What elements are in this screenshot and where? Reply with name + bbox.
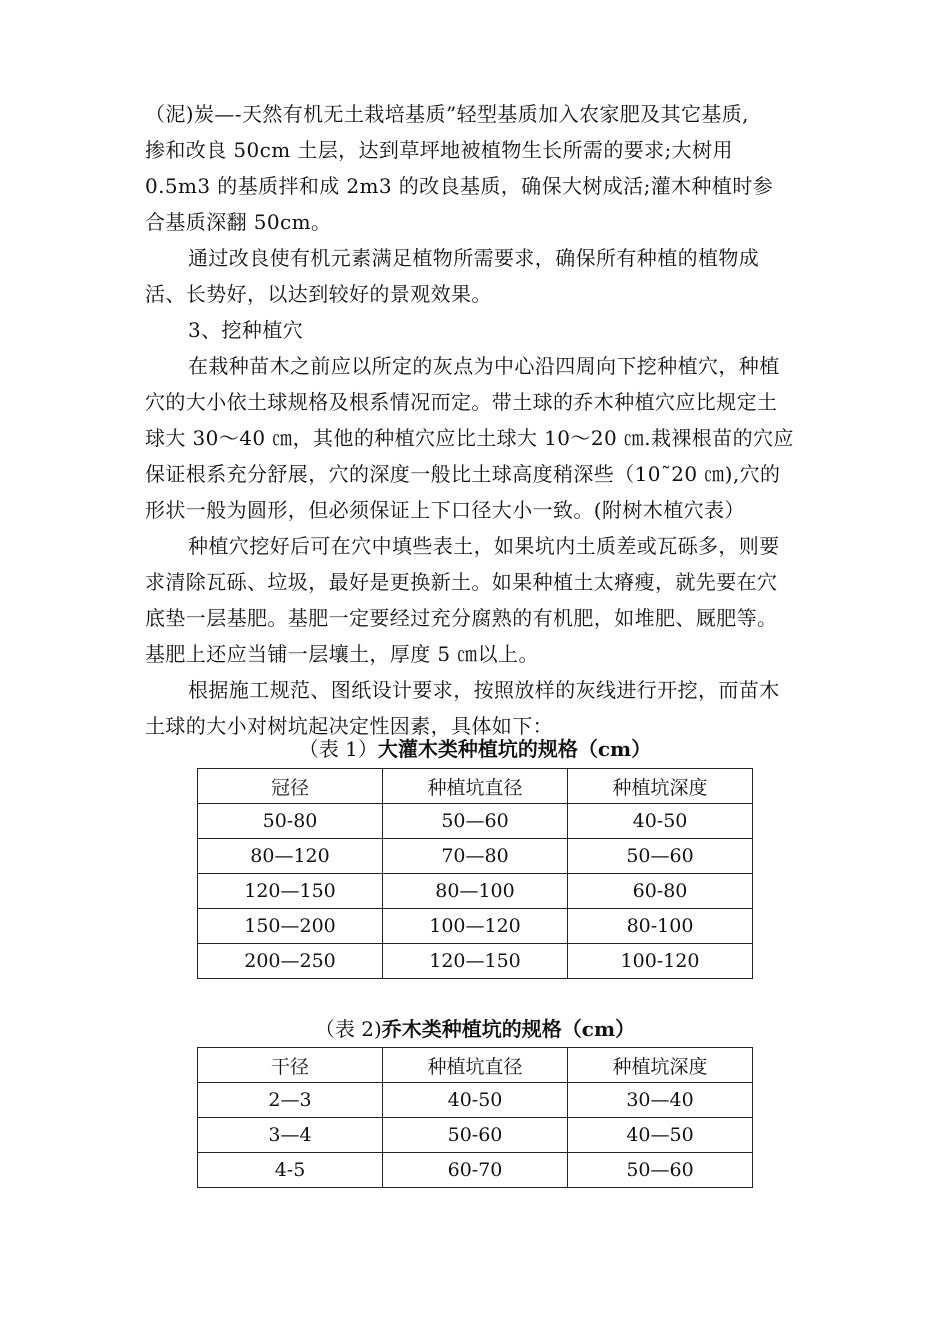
paragraph-line: 种植穴挖好后可在穴中填些表土，如果坑内土质差或瓦砾多，则要 [188,534,780,558]
paragraph-line: 根据施工规范、图纸设计要求，按照放样的灰线进行开挖，而苗木 [188,678,780,702]
table2-caption-title: 乔木类种植坑的规格（cm） [381,1017,636,1041]
table-header-cell: 种植坑直径 [383,769,568,804]
table-cell: 120—150 [198,874,383,909]
table-header-cell: 干径 [198,1048,383,1083]
table-cell: 70—80 [383,839,568,874]
table-header-cell: 种植坑深度 [568,1048,753,1083]
paragraph-line: 保证根系充分舒展，穴的深度一般比土球高度稍深些（10˜20 ㎝),穴的 [145,462,781,486]
table2-caption [0,1014,950,1044]
table-cell: 40-50 [383,1083,568,1118]
table1-caption-title: 大灌木类种植坑的规格（cm） [377,737,652,761]
table-row [198,804,753,839]
paragraph-line: 底垫一层基肥。基肥一定要经过充分腐熟的有机肥，如堆肥、厩肥等。 [145,606,778,630]
table-cell: 150—200 [198,909,383,944]
section-heading: 3、挖种植穴 [188,318,304,342]
paragraph-line: 基肥上还应当铺一层壤土，厚度 5 ㎝以上。 [145,642,539,666]
paragraph-line: 土球的大小对树坑起决定性因素，具体如下： [145,714,553,738]
table-cell: 2—3 [198,1083,383,1118]
paragraph-line: 形状一般为圆形，但必须保证上下口径大小一致。(附树木植穴表） [145,498,745,522]
table-cell: 80—120 [198,839,383,874]
paragraph-line: 穴的大小依土球规格及根系情况而定。带土球的乔木种植穴应比规定土 [145,390,778,414]
table-cell: 100-120 [568,944,753,979]
table-row [198,909,753,944]
table-cell: 30—40 [568,1083,753,1118]
table-row [198,839,753,874]
table-header-row [198,1048,753,1083]
table-cell: 120—150 [383,944,568,979]
table-row [198,1083,753,1118]
table-row [198,944,753,979]
table1-caption [0,734,950,764]
table-cell: 200—250 [198,944,383,979]
table-cell: 80—100 [383,874,568,909]
table-cell: 50—60 [568,839,753,874]
table-cell: 50-60 [383,1118,568,1153]
table-row [198,1153,753,1188]
table-cell: 50—60 [568,1153,753,1188]
table1-caption-prefix: （表 1） [298,737,378,761]
paragraph-line: 通过改良使有机元素满足植物所需要求，确保所有种植的植物成 [188,246,760,270]
paragraph-line: 0.5m3 的基质拌和成 2m3 的改良基质，确保大树成活;灌木种植时参 [145,174,774,198]
table-header-cell: 冠径 [198,769,383,804]
table-cell: 4-5 [198,1153,383,1188]
paragraph-line: 球大 30～40 ㎝，其他的种植穴应比土球大 10～20 ㎝.栽裸根苗的穴应 [145,426,794,450]
paragraph-line: 在栽种苗木之前应以所定的灰点为中心沿四周向下挖种植穴，种植 [188,354,780,378]
table-cell: 40—50 [568,1118,753,1153]
table-cell: 60-70 [383,1153,568,1188]
table-header-cell: 种植坑深度 [568,769,753,804]
paragraph-line: 合基质深翻 50cm。 [145,210,332,234]
table-cell: 100—120 [383,909,568,944]
table-cell: 40-50 [568,804,753,839]
paragraph-line: 掺和改良 50cm 土层，达到草坪地被植物生长所需的要求;大树用 [145,138,733,162]
table-cell: 60-80 [568,874,753,909]
paragraph-line: 求清除瓦砾、垃圾，最好是更换新土。如果种植土太瘠瘦，就先要在穴 [145,570,778,594]
table1 [197,768,753,979]
table2-caption-prefix: （表 2) [314,1017,382,1041]
table-cell: 3—4 [198,1118,383,1153]
table-cell: 50-80 [198,804,383,839]
table-header-cell: 种植坑直径 [383,1048,568,1083]
table-header-row [198,769,753,804]
table-cell: 50—60 [383,804,568,839]
table2 [197,1047,753,1188]
paragraph-line: （泥)炭—-天然有机无土栽培基质”轻型基质加入农家肥及其它基质, [145,102,749,126]
table-row [198,874,753,909]
table-row [198,1118,753,1153]
paragraph-line: 活、长势好，以达到较好的景观效果。 [145,282,492,306]
table-cell: 80-100 [568,909,753,944]
